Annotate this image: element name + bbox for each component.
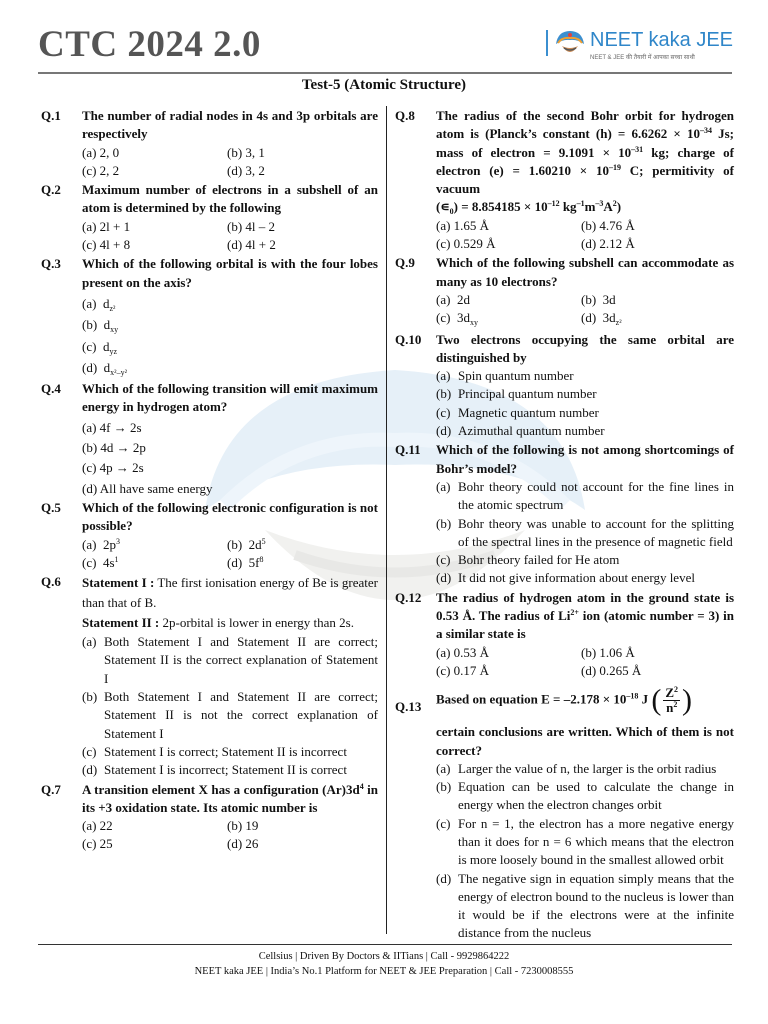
option-b[interactable]: (b) Bohr theory was unable to account for the splitting of the spectral lines in the presence of magnetic field bbox=[436, 515, 734, 549]
option-text: Statement I is correct; Statement II is incorrect bbox=[104, 743, 347, 759]
question-number: Q.7 bbox=[41, 781, 61, 797]
option-a[interactable]: (a) 22 bbox=[82, 818, 113, 834]
option-c[interactable] bbox=[82, 554, 227, 572]
question-text: Which of the following electronic configuration is not possible? bbox=[82, 499, 378, 534]
option-grid bbox=[82, 144, 378, 181]
option-a[interactable] bbox=[82, 536, 227, 554]
option-letter: (c) bbox=[82, 554, 97, 570]
question-7 bbox=[41, 781, 378, 854]
right-column bbox=[395, 107, 734, 944]
option-b[interactable] bbox=[82, 688, 378, 743]
option-c[interactable]: (c) 4p → 2s bbox=[82, 460, 144, 476]
option-a[interactable]: (a) 2l + 1 bbox=[82, 218, 131, 234]
question-text-continued: certain conclusions are written. Which of them is not correct? bbox=[436, 724, 734, 758]
question-number: Q.6 bbox=[41, 574, 61, 590]
option-a[interactable]: (a) 2, 0 bbox=[82, 144, 120, 160]
option-c[interactable]: (c) 2, 2 bbox=[82, 162, 120, 178]
orbital-subscript: z² bbox=[109, 303, 116, 313]
brand-logo bbox=[546, 28, 736, 64]
config-label: 4s bbox=[102, 554, 115, 570]
statement-2 bbox=[82, 613, 378, 633]
question-1 bbox=[41, 107, 378, 180]
option-c[interactable]: (c) 4l + 8 bbox=[82, 237, 131, 253]
question-text: Which of the following is not among shortcomings of Bohr’s model? bbox=[436, 442, 734, 476]
option-text: Both Statement I and Statement II are correct; Statement II is not the correct explanation of Statement I bbox=[104, 689, 378, 741]
option-d[interactable]: (d) 2.12 Å bbox=[581, 236, 635, 252]
question-number: Q.5 bbox=[41, 499, 61, 515]
option-d[interactable]: (d) All have same energy bbox=[82, 480, 213, 496]
option-text: Both Statement I and Statement II are correct; Statement II is the correct explanation of Statement I bbox=[104, 634, 378, 686]
test-title: Test-5 (Atomic Structure) bbox=[301, 77, 467, 93]
option-letter: (d) bbox=[227, 554, 243, 570]
option-letter: (d) bbox=[82, 762, 98, 778]
footer-line-2: NEET kaka JEE | India’s No.1 Platform for NEET & JEE Preparation | Call - 7230008555 bbox=[194, 966, 574, 977]
equation-fraction: $\frac{Z^2}{n^2}$ bbox=[665, 685, 679, 716]
question-text: Two electrons occupying the same orbital are distinguished by bbox=[436, 331, 734, 365]
option-grid bbox=[82, 536, 378, 573]
option-grid bbox=[82, 817, 378, 854]
question-number: Q.1 bbox=[41, 108, 61, 123]
config-label: 2p bbox=[102, 536, 116, 552]
question-11 bbox=[395, 441, 734, 587]
statement-1-label: Statement I : bbox=[82, 575, 155, 591]
question-13 bbox=[395, 683, 734, 943]
question-4 bbox=[41, 380, 378, 498]
option-b[interactable]: (b) 4l – 2 bbox=[227, 218, 276, 234]
option-a[interactable]: (a) 2d bbox=[436, 291, 470, 307]
footer-line-1: Cellsius | Driven By Doctors & IITians | Call - 9929864222 bbox=[258, 951, 510, 962]
option-c[interactable] bbox=[82, 338, 378, 356]
question-text: Which of the following transition will emit maximum energy in hydrogen atom? bbox=[82, 381, 378, 415]
option-d[interactable]: (d) Azimuthal quantum number bbox=[436, 423, 605, 439]
option-a[interactable]: (a) 4f → 2s bbox=[82, 419, 142, 435]
right-paren: ) bbox=[682, 683, 693, 717]
option-d[interactable] bbox=[82, 761, 378, 779]
question-number: Q.10 bbox=[395, 331, 422, 347]
question-text: The radius of the second Bohr orbit for hydrogen atom is (Planck’s constant $(h) = 6.6262 \times 10^{-34}$ Js; mass of electron = $9.1091 \times 10^{-31}$ kg; charge of electron $(e) = 1.60210 \times 10^{-19}$ C; permitivity of vacuum $(∊_0) = 8.854185 \times 10^{-12}$ $kg^{-1}m^{-3}A^2$) bbox=[436, 108, 735, 217]
header-divider bbox=[38, 72, 732, 74]
question-text: A transition element X has a configuration $(Ar)3d^4$ in its +3 oxidation state. Its atomic number is bbox=[82, 781, 378, 815]
option-d[interactable]: (d) It did not give information about energy level bbox=[436, 570, 695, 586]
option-b[interactable]: (b) Equation can be used to calculate the change in energy when the electron changes orbit bbox=[436, 779, 734, 813]
logo-tagline: NEET & JEE की तैयारी में आपका सच्चा साथी bbox=[590, 55, 695, 61]
question-number: Q.8 bbox=[395, 108, 415, 123]
option-a[interactable] bbox=[82, 633, 378, 688]
option-a[interactable]: (a) 1.65 Å bbox=[436, 217, 490, 233]
question-text: Maximum number of electrons in a subshell of an atom is determined by the following bbox=[82, 182, 378, 216]
statement-1 bbox=[82, 573, 378, 613]
option-a[interactable]: (a) Larger the value of n, the larger is the orbit radius bbox=[436, 760, 717, 776]
orbital-label: d bbox=[103, 359, 111, 375]
option-c[interactable]: (c) 0.17 Å bbox=[436, 662, 490, 678]
question-number: Q.2 bbox=[41, 182, 61, 198]
question-3 bbox=[41, 255, 378, 377]
option-grid bbox=[436, 644, 734, 681]
orbital-subscript: x²–y² bbox=[110, 367, 127, 377]
question-text: The radius of hydrogen atom in the ground state is 0.53 Å. The radius of $Li^{2+}$ ion (atomic number = 3) in a similar state is bbox=[436, 589, 734, 642]
option-letter: (b) bbox=[82, 317, 98, 333]
question-number: Q.12 bbox=[395, 589, 422, 605]
option-b[interactable]: (b) Principal quantum number bbox=[436, 386, 597, 402]
orbital-label: d bbox=[103, 317, 111, 333]
config-label: 2d bbox=[248, 536, 262, 552]
option-b[interactable]: (b) 4d → 2p bbox=[82, 440, 146, 456]
statement-2-text: 2p-orbital is lower in energy than 2s. bbox=[159, 615, 354, 631]
option-d[interactable]: (d) $3d_{z^2}$ bbox=[581, 310, 622, 328]
question-6 bbox=[41, 573, 378, 779]
question-number: Q.4 bbox=[41, 381, 61, 397]
option-b[interactable] bbox=[227, 536, 378, 554]
statement-1-text: The first ionisation energy of Be is greater than that of B. bbox=[82, 575, 378, 611]
column-divider bbox=[386, 106, 387, 934]
question-number: Q.3 bbox=[41, 256, 61, 272]
footer-divider bbox=[38, 944, 732, 945]
option-c[interactable]: (c) 0.529 Å bbox=[436, 236, 496, 252]
question-number: Q.11 bbox=[395, 442, 421, 458]
question-number: Q.9 bbox=[395, 255, 415, 271]
option-a[interactable] bbox=[82, 295, 378, 313]
question-2 bbox=[41, 181, 378, 254]
question-10 bbox=[395, 331, 734, 441]
option-d[interactable]: (d) 3, 2 bbox=[227, 162, 265, 178]
option-d[interactable]: (d) The negative sign in equation simply means that the energy of electron bound to the nucleus is lower than it would be if the electrons were at the infinite distance from the nucleus bbox=[436, 870, 734, 941]
option-grid bbox=[436, 217, 734, 254]
option-c[interactable]: (c) Magnetic quantum number bbox=[436, 404, 599, 420]
orbital-subscript: xy bbox=[110, 325, 119, 335]
config-label: 5f bbox=[248, 554, 260, 570]
question-number: Q.13 bbox=[395, 699, 422, 715]
logo-bar bbox=[546, 30, 548, 56]
orbital-subscript: yz bbox=[109, 346, 117, 356]
turban-logo-icon bbox=[553, 28, 587, 60]
option-b[interactable]: (b) 19 bbox=[227, 818, 259, 834]
orbital-label: d bbox=[102, 338, 110, 354]
option-a[interactable]: (a) 0.53 Å bbox=[436, 644, 490, 660]
option-d[interactable] bbox=[82, 359, 378, 377]
option-grid bbox=[82, 218, 378, 255]
question-text: Which of the following subshell can accommodate as many as 10 electrons? bbox=[436, 255, 734, 289]
option-b[interactable]: (b) 3, 1 bbox=[227, 144, 265, 160]
option-b[interactable]: (b) 1.06 Å bbox=[581, 644, 635, 660]
question-9 bbox=[395, 254, 734, 327]
question-12 bbox=[395, 589, 734, 680]
option-d[interactable]: (d) 0.265 Å bbox=[581, 662, 642, 678]
question-text: The number of radial nodes in 4s and 3p orbitals are respectively bbox=[82, 108, 378, 142]
option-letter: (a) bbox=[82, 634, 97, 650]
config-superscript: 5 bbox=[261, 536, 266, 546]
option-d[interactable] bbox=[227, 554, 378, 572]
config-superscript: 1 bbox=[114, 554, 119, 564]
option-letter: (d) bbox=[82, 359, 98, 375]
config-superscript: 3 bbox=[115, 536, 120, 546]
option-a[interactable]: (a) Spin quantum number bbox=[436, 368, 574, 384]
option-letter: (b) bbox=[82, 689, 98, 705]
question-text: Which of the following orbital is with the four lobes present on the axis? bbox=[82, 256, 378, 290]
orbital-label: d bbox=[102, 295, 110, 311]
question-text: Based on equation $E = -2.178 \times 10^{-18}$ J ( $\frac{Z^2}{n^2}$ ) bbox=[436, 683, 693, 717]
option-letter: (c) bbox=[82, 338, 97, 354]
option-d[interactable]: (d) 4l + 2 bbox=[227, 237, 276, 253]
option-c[interactable]: (c) For n = 1, the electron has a more negative energy than it does for n = 6 which means that the electron is more loosely bound in the smallest allowed orbit bbox=[436, 815, 734, 868]
config-superscript: 8 bbox=[259, 554, 264, 564]
option-b[interactable]: (b) 4.76 Å bbox=[581, 217, 635, 233]
option-text: Statement I is incorrect; Statement II is correct bbox=[104, 762, 347, 778]
option-a[interactable]: (a) Bohr theory could not account for the fine lines in the atomic spectrum bbox=[436, 478, 734, 513]
option-c[interactable]: (c) 25 bbox=[82, 836, 113, 852]
logo-name: NEET kaka JEE bbox=[590, 29, 734, 51]
option-c[interactable]: (c) Bohr theory failed for He atom bbox=[436, 552, 620, 568]
statement-2-label: Statement II : bbox=[82, 615, 160, 631]
option-letter: (c) bbox=[82, 743, 97, 759]
option-c[interactable] bbox=[82, 743, 378, 761]
option-d[interactable]: (d) 26 bbox=[227, 836, 259, 852]
option-b[interactable] bbox=[82, 316, 378, 334]
option-c[interactable]: (c) $3d_{xy}$ bbox=[436, 310, 478, 328]
header-title: CTC 2024 2.0 bbox=[38, 24, 261, 65]
option-b[interactable]: (b) 3d bbox=[581, 291, 616, 307]
option-letter: (a) bbox=[82, 536, 97, 552]
left-column bbox=[41, 107, 378, 855]
option-grid bbox=[436, 291, 734, 328]
question-5 bbox=[41, 499, 378, 572]
left-paren: ( bbox=[651, 683, 662, 717]
option-letter: (a) bbox=[82, 295, 97, 311]
question-8 bbox=[395, 107, 734, 253]
option-letter: (b) bbox=[227, 536, 243, 552]
